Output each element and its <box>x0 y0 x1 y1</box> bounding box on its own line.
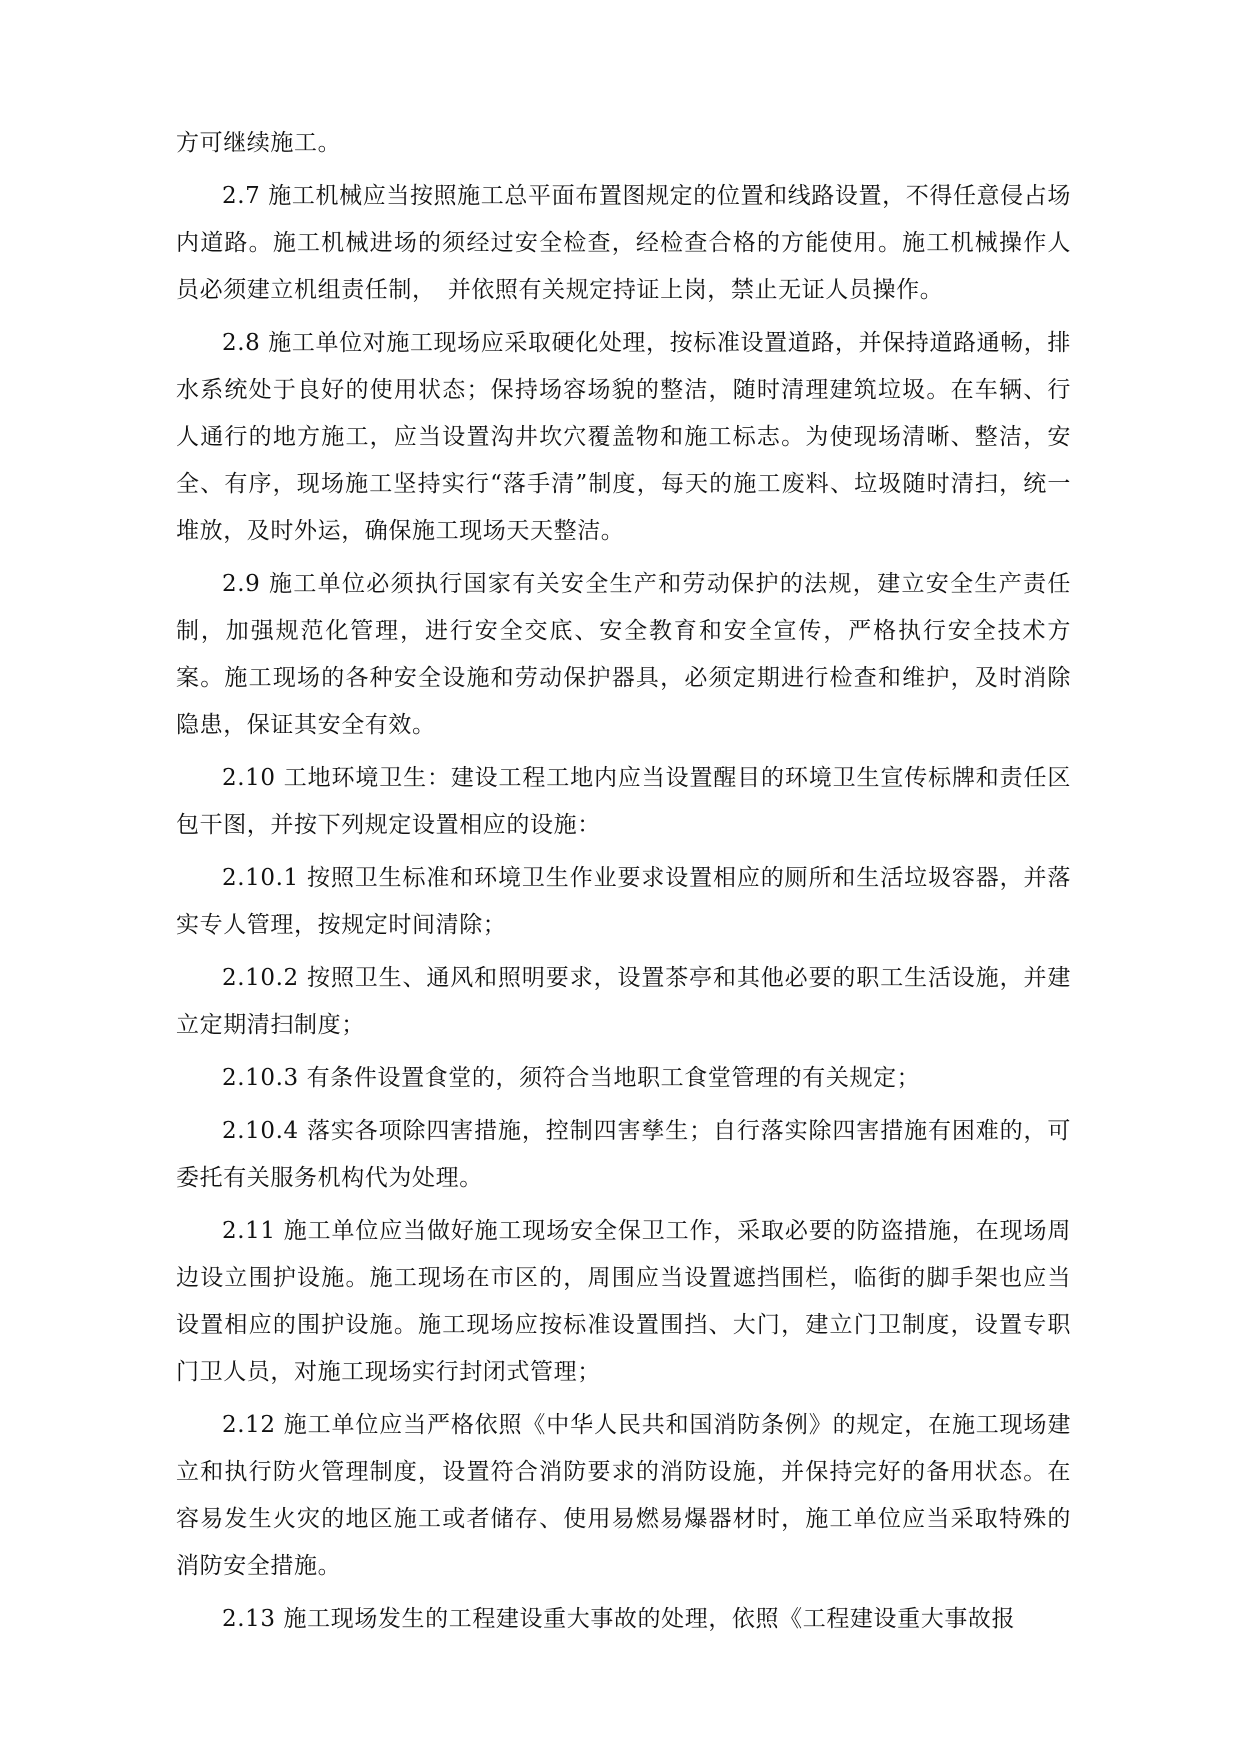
paragraph-2-7: 2.7 施工机械应当按照施工总平面布置图规定的位置和线路设置，不得任意侵占场内道路。施工机械进场的须经过安全检查，经检查合格的方能使用。施工机械操作人员必须建立机组责任制， 并依照有关规定持证上岗，禁止无证人员操作。 <box>176 183 1071 303</box>
paragraph-2-8: 2.8 施工单位对施工现场应采取硬化处理，按标准设置道路，并保持道路通畅，排水系统处于良好的使用状态；保持场容场貌的整洁，随时清理建筑垃圾。在车辆、行人通行的地方施工，应当设置沟井坎穴覆盖物和施工标志。为使现场清晰、整洁，安全、有序，现场施工坚持实行“落手清”制度，每天的施工废料、垃圾随时清扫，统一堆放，及时外运，确保施工现场天天整洁。 <box>176 330 1071 544</box>
paragraph-continuation: 方可继续施工。 <box>176 130 342 156</box>
paragraph-2-13: 2.13 施工现场发生的工程建设重大事故的处理，依照《工程建设重大事故报 <box>222 1606 1016 1632</box>
paragraph-2-10-4: 2.10.4 落实各项除四害措施，控制四害孳生；自行落实除四害措施有困难的，可委托有关服务机构代为处理。 <box>176 1118 1071 1191</box>
paragraph-2-10: 2.10 工地环境卫生：建设工程工地内应当设置醒目的环境卫生宣传标牌和责任区包干图，并按下列规定设置相应的设施： <box>176 765 1071 838</box>
paragraph-2-9: 2.9 施工单位必须执行国家有关安全生产和劳动保护的法规，建立安全生产责任制，加强规范化管理，进行安全交底、安全教育和安全宣传，严格执行安全技术方案。施工现场的各种安全设施和劳动保护器具，必须定期进行检查和维护，及时消除隐患，保证其安全有效。 <box>176 571 1071 738</box>
paragraph-2-10-1: 2.10.1 按照卫生标准和环境卫生作业要求设置相应的厕所和生活垃圾容器，并落实专人管理，按规定时间清除； <box>176 865 1071 938</box>
paragraph-2-10-3: 2.10.3 有条件设置食堂的，须符合当地职工食堂管理的有关规定； <box>222 1065 921 1091</box>
document-body <box>176 120 1071 1649</box>
paragraph-2-10-2: 2.10.2 按照卫生、通风和照明要求，设置茶亭和其他必要的职工生活设施，并建立定期清扫制度； <box>176 965 1071 1038</box>
paragraph-2-11: 2.11 施工单位应当做好施工现场安全保卫工作，采取必要的防盗措施，在现场周边设立围护设施。施工现场在市区的，周围应当设置遮挡围栏，临街的脚手架也应当设置相应的围护设施。施工现场应按标准设置围挡、大门，建立门卫制度，设置专职门卫人员，对施工现场实行封闭式管理； <box>176 1218 1071 1385</box>
paragraph-2-12: 2.12 施工单位应当严格依照《中华人民共和国消防条例》的规定，在施工现场建立和执行防火管理制度，设置符合消防要求的消防设施，并保持完好的备用状态。在容易发生火灾的地区施工或者储存、使用易燃易爆器材时，施工单位应当采取特殊的消防安全措施。 <box>176 1412 1071 1579</box>
